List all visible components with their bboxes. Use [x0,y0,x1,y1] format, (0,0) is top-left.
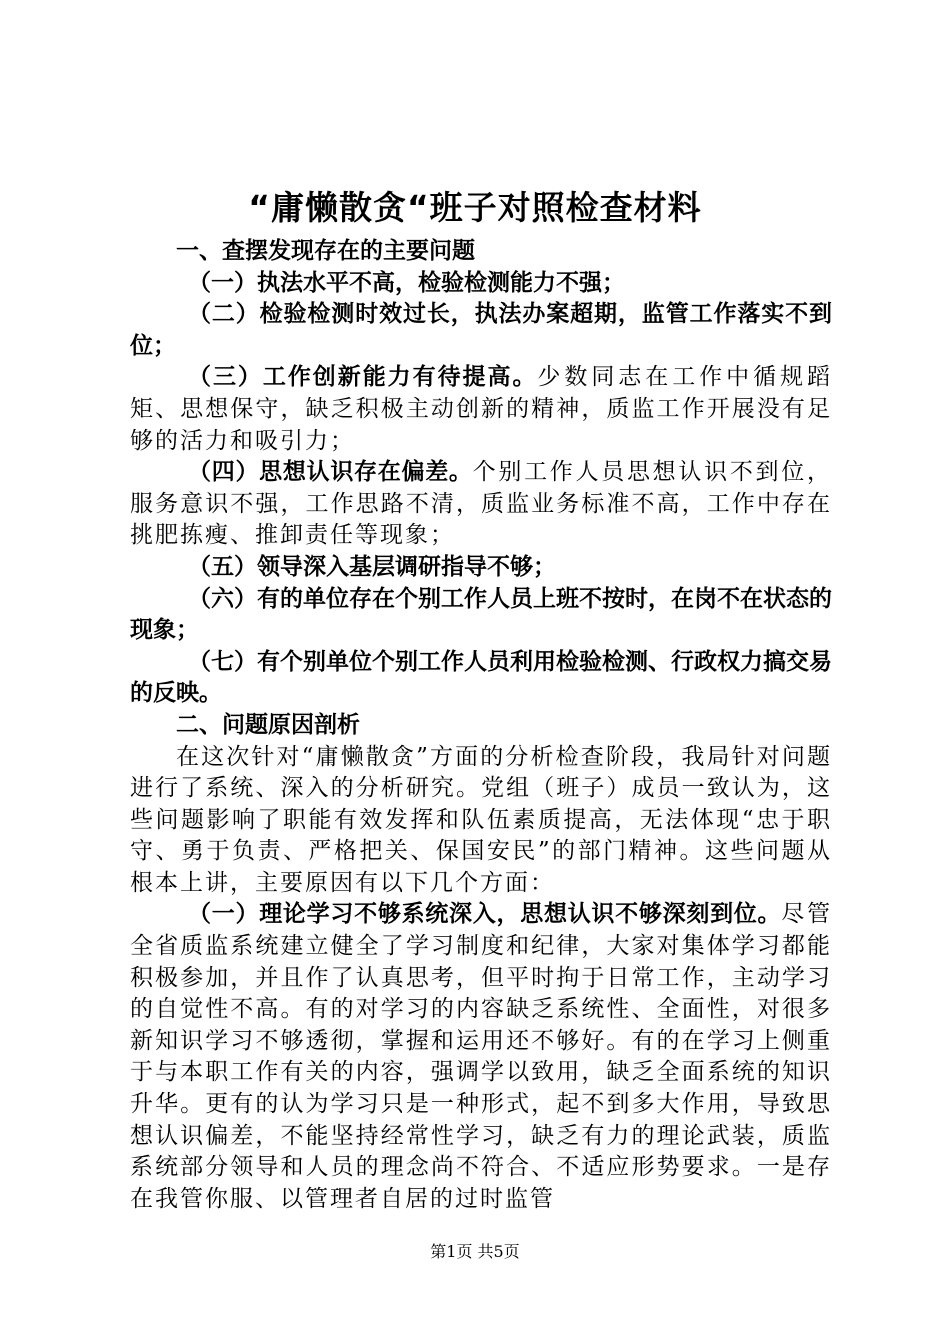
problem-item-2 [130,299,832,362]
problem-item-detail: 少数同志在工作中循规蹈矩、思想保守，缺乏积极主动创新的精神，质监工作开展没有足够的活力和吸引力； [130,364,833,454]
problem-item-text: （一）执法水平不高，检验检测能力不强； [188,269,625,296]
section-heading-text: 一、查摆发现存在的主要问题 [176,238,475,264]
problem-item-text: （六）有的单位存在个别工作人员上班不按时，在岗不在状态的现象； [130,585,832,644]
problem-item-text: （七）有个别单位个别工作人员利用检验检测、行政权力搞交易的反映。 [130,648,832,707]
problem-item-7 [130,647,832,710]
document-title: “庸懒散贪“班子对照检查材料 [248,188,702,227]
problem-item-5 [130,552,832,584]
analysis-paragraph [130,742,832,900]
problem-item-4 [130,457,832,552]
section-heading-1 [130,236,832,268]
problem-item-text: （二）检验检测时效过长，执法办案超期，监管工作落实不到位； [130,301,832,359]
problem-item-6 [130,584,832,647]
problem-item-1 [130,268,832,300]
cause-item-detail: 尽管全省质监系统建立健全了学习制度和纪律，大家对集体学习都能积极参加，并且作了认真思考，但平时拘于日常工作，主动学习的自觉性不高。有的对学习的内容缺乏系统性、全面性，对很多新知识学习不够透彻，掌握和运用还不够好。有的在学习上侧重于与本职工作有关的内容，强调学以致用，缺乏全面系统的知识升华。更有的认为学习只是一种形式，起不到多大作用，导致思想认识偏差，不能坚持经常性学习，缺乏有力的理论武装，质监系统部分领导和人员的理念尚不符合、不适应形势要求。一是存在我管你服、以管理者自居的过时监管 [130,901,833,1212]
section-heading-2 [130,710,832,742]
problem-item-3 [130,362,832,457]
problem-item-lead: （三）工作创新能力有待提高。 [188,364,538,391]
problem-item-lead: （四）思想认识存在偏差。 [188,459,473,486]
section-heading-text: 二、问题原因剖析 [176,711,360,738]
document-body [130,236,832,1215]
analysis-text: 在这次针对“庸懒散贪”方面的分析检查阶段，我局针对问题进行了系统、深入的分析研究。党组（班子）成员一致认为，这些问题影响了职能有效发挥和队伍素质提高，无法体现“忠于职守、勇于负责、严格把关、保国安民”的部门精神。这些问题从根本上讲，主要原因有以下几个方面： [130,743,832,896]
cause-item-1 [130,899,832,1215]
page-footer: 第1页 共5页 [430,1242,520,1261]
problem-item-detail: 个别工作人员思想认识不到位，服务意识不强，工作思路不清，质监业务标准不高，工作中存在挑肥拣瘦、推卸责任等现象； [130,459,833,549]
cause-item-lead: （一）理论学习不够系统深入，思想认识不够深刻到位。 [188,901,782,928]
problem-item-text: （五）领导深入基层调研指导不够； [188,553,556,580]
